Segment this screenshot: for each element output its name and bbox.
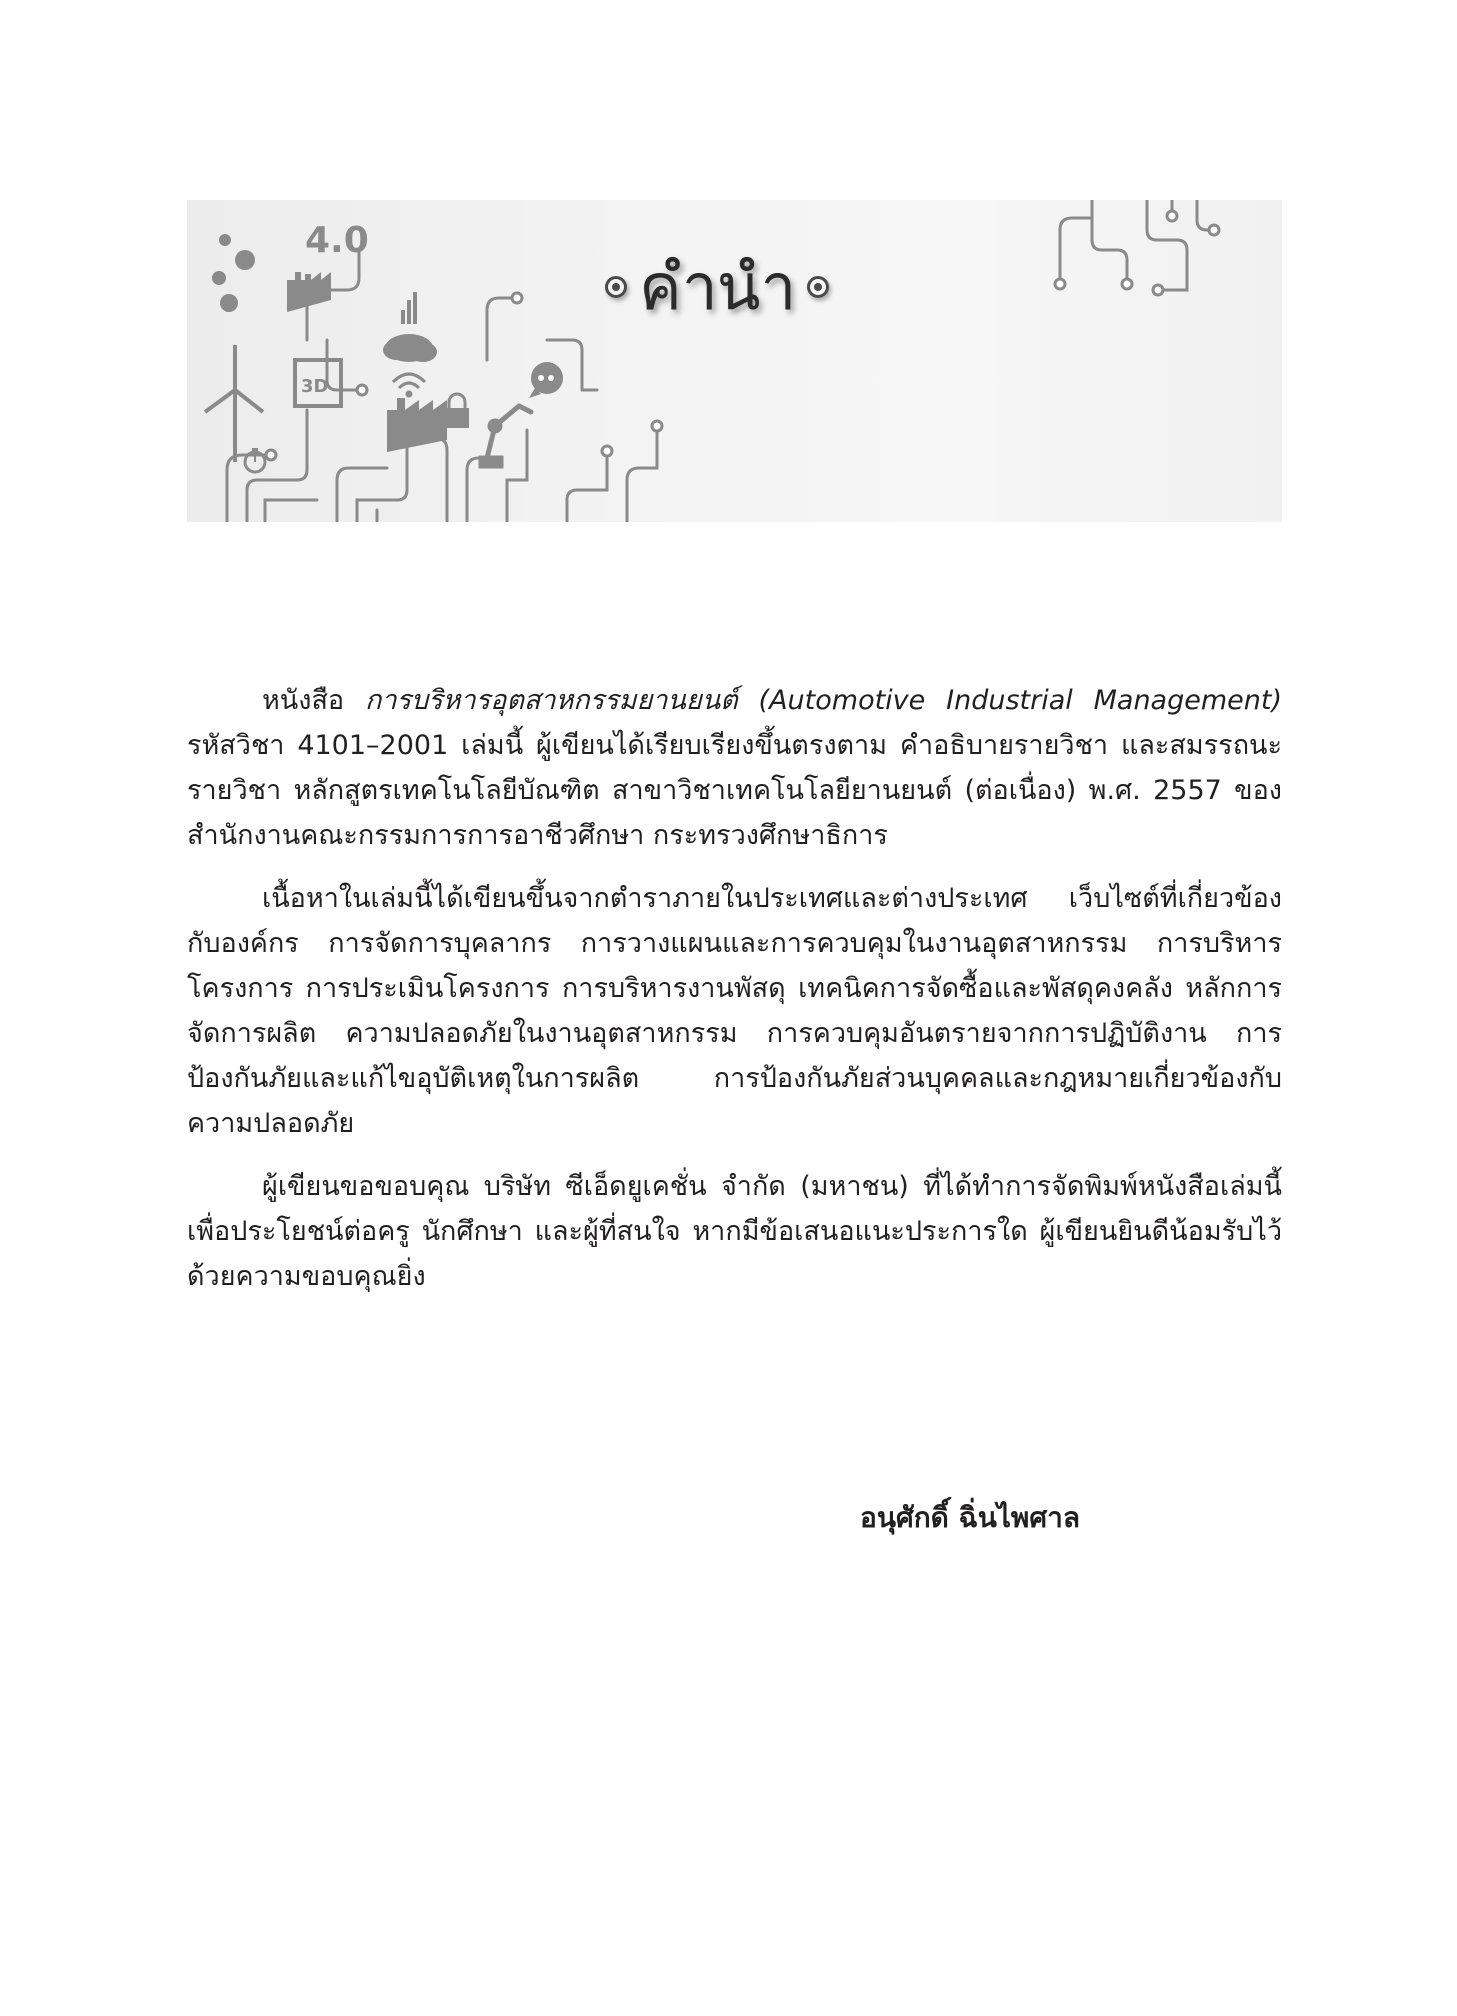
book-title: การบริหารอุตสาหกรรมยานยนต์ (Automotive Industrial Management) (365, 685, 1282, 716)
circuit-line (247, 410, 307, 522)
chat-bubble-icon (529, 362, 563, 398)
target-bullet-icon (605, 276, 627, 298)
target-bullet-icon (807, 276, 829, 298)
signal-bars-icon (401, 292, 417, 324)
svg-text:3D: 3D (301, 376, 329, 397)
wifi-icon (393, 374, 425, 396)
industry-4-icon (305, 220, 369, 261)
svg-text:4.0: 4.0 (305, 220, 369, 261)
paragraph-1 (187, 678, 1282, 858)
3d-printer-icon (295, 360, 341, 406)
cloud-icon (383, 334, 437, 362)
paragraph-3: ผู้เขียนขอขอบคุณ บริษัท ซีเอ็ดยูเคชั่น จำกัด (มหาชน) ที่ได้ทำการจัดพิมพ์หนังสือเล่มนี้ เพื่อประโยชน์ต่อครู นักศึกษา และผู้ที่สนใจ หากมีข้อเสนอแนะประการใด ผู้เขียนยินดีน้อมรับไว้ด้วยความขอบคุณยิ่ง (187, 1171, 1282, 1292)
preface-body (187, 678, 1282, 1317)
wind-turbine-icon (205, 345, 263, 462)
paragraph-text: รหัสวิชา 4101–2001 เล่มนี้ ผู้เขียนได้เรียบเรียงขึ้นตรงตาม คำอธิบายรายวิชา และสมรรถนะรายวิชา หลักสูตรเทคโนโลยีบัณฑิต สาขาวิชาเทคโนโลยียานยนต์ (ต่อเนื่อง) พ.ศ. 2557 ของสำนักงานคณะกรรมการการอาชีวศึกษา กระทรวงศึกษาธิการ (187, 730, 1282, 851)
page-heading (605, 232, 829, 342)
page-title: คำนำ (639, 251, 796, 325)
bubble-dots-icon (212, 234, 255, 312)
paragraph-2: เนื้อหาในเล่มนี้ได้เขียนขึ้นจากตำราภายในประเทศและต่างประเทศ เว็บไซต์ที่เกี่ยวข้องกับองค์กร การจัดการบุคลากร การวางแผนและการควบคุมในงานอุตสาหกรรม การบริหารโครงการ การประเมินโครงการ การบริหารงานพัสดุ เทคนิคการจัดซื้อและพัสดุคงคลัง หลักการจัดการผลิต ความปลอดภัยในงานอุตสาหกรรม การควบคุมอันตรายจากการปฏิบัติงาน การป้องกันภัยและแก้ไขอุบัติเหตุในการผลิต การป้องกันภัยส่วนบุคคลและกฎหมายเกี่ยวข้องกับความปลอดภัย (187, 883, 1282, 1139)
robot-arm-icon (481, 406, 531, 466)
lock-icon (445, 394, 469, 428)
factory-large-icon (387, 398, 447, 452)
author-signature: อนุศักดิ์ ฉิ่นไพศาล (860, 1501, 1081, 1534)
factory-icon (287, 272, 331, 312)
paragraph-lead: หนังสือ (262, 685, 365, 716)
stopwatch-icon (245, 448, 265, 472)
